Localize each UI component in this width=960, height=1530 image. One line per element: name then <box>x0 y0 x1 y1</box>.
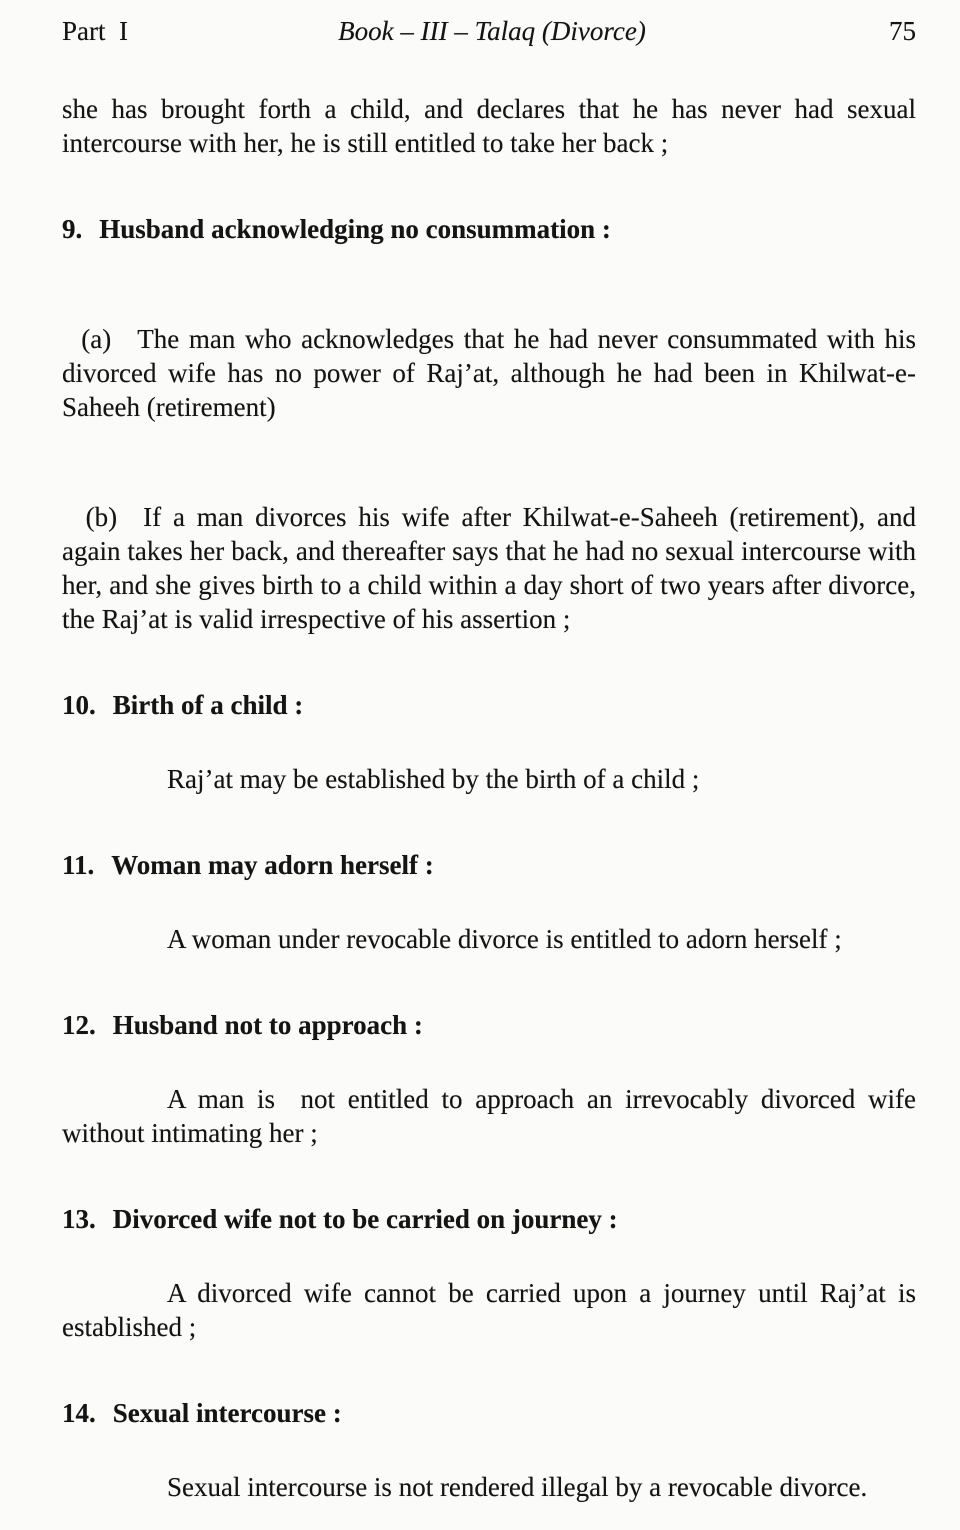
paragraph-10: Raj’at may be established by the birth of a child ; <box>167 764 700 794</box>
paragraph-label: (a) <box>81 324 112 354</box>
book-title: Book – III – Talaq (Divorce) <box>338 16 646 46</box>
page-header <box>62 14 916 48</box>
section-title: Woman may adorn herself : <box>111 850 434 880</box>
paragraph-9a <box>62 288 923 424</box>
section-number: 12. <box>62 1010 96 1040</box>
section-number: 13. <box>62 1204 96 1234</box>
paragraph-14: Sexual intercourse is not rendered illegal by a revocable divorce. <box>167 1472 868 1502</box>
section-number: 10. <box>62 690 96 720</box>
paragraph-12: A man is not entitled to approach an irrevocably divorced wife without intimating her ; <box>62 1084 923 1148</box>
intro-paragraph: she has brought forth a child, and declares that he has never had sexual intercourse with her, he is still entitled to take her back ; <box>62 94 916 158</box>
section-heading-10 <box>62 688 916 722</box>
paragraph-text: If a man divorces his wife after Khilwat-e-Saheeh (retirement), and again takes her back, and thereafter says that he had no sexual intercourse with her, and she gives birth to a child within a day short of two years after divorce, the Raj’at is valid irrespective of his assertion ; <box>62 502 923 634</box>
section-heading-11 <box>62 848 916 882</box>
section-number: 11. <box>62 850 95 880</box>
paragraph-13: A divorced wife cannot be carried upon a journey until Raj’at is established ; <box>62 1278 923 1342</box>
section-title: Divorced wife not to be carried on journey : <box>112 1204 618 1234</box>
paragraph-11: A woman under revocable divorce is entitled to adorn herself ; <box>167 924 842 954</box>
section-title: Birth of a child : <box>112 690 304 720</box>
paragraph-label: (b) <box>85 502 118 532</box>
paragraph-text: The man who acknowledges that he had never consummated with his divorced wife has no power of Raj’at, although he had been in Khilwat-e-Saheeh (retirement) <box>62 324 923 422</box>
section-title: Husband acknowledging no consummation : <box>99 214 611 244</box>
section-title: Husband not to approach : <box>112 1010 423 1040</box>
section-heading-14 <box>62 1396 916 1430</box>
section-heading-13 <box>62 1202 916 1236</box>
section-number: 14. <box>62 1398 96 1428</box>
section-heading-12 <box>62 1008 916 1042</box>
section-title: Sexual intercourse : <box>112 1398 342 1428</box>
page-number: 75 <box>889 16 916 46</box>
part-label: Part I <box>62 16 128 46</box>
section-heading-9 <box>62 212 916 246</box>
section-number: 9. <box>62 214 83 244</box>
paragraph-9b <box>62 466 923 636</box>
